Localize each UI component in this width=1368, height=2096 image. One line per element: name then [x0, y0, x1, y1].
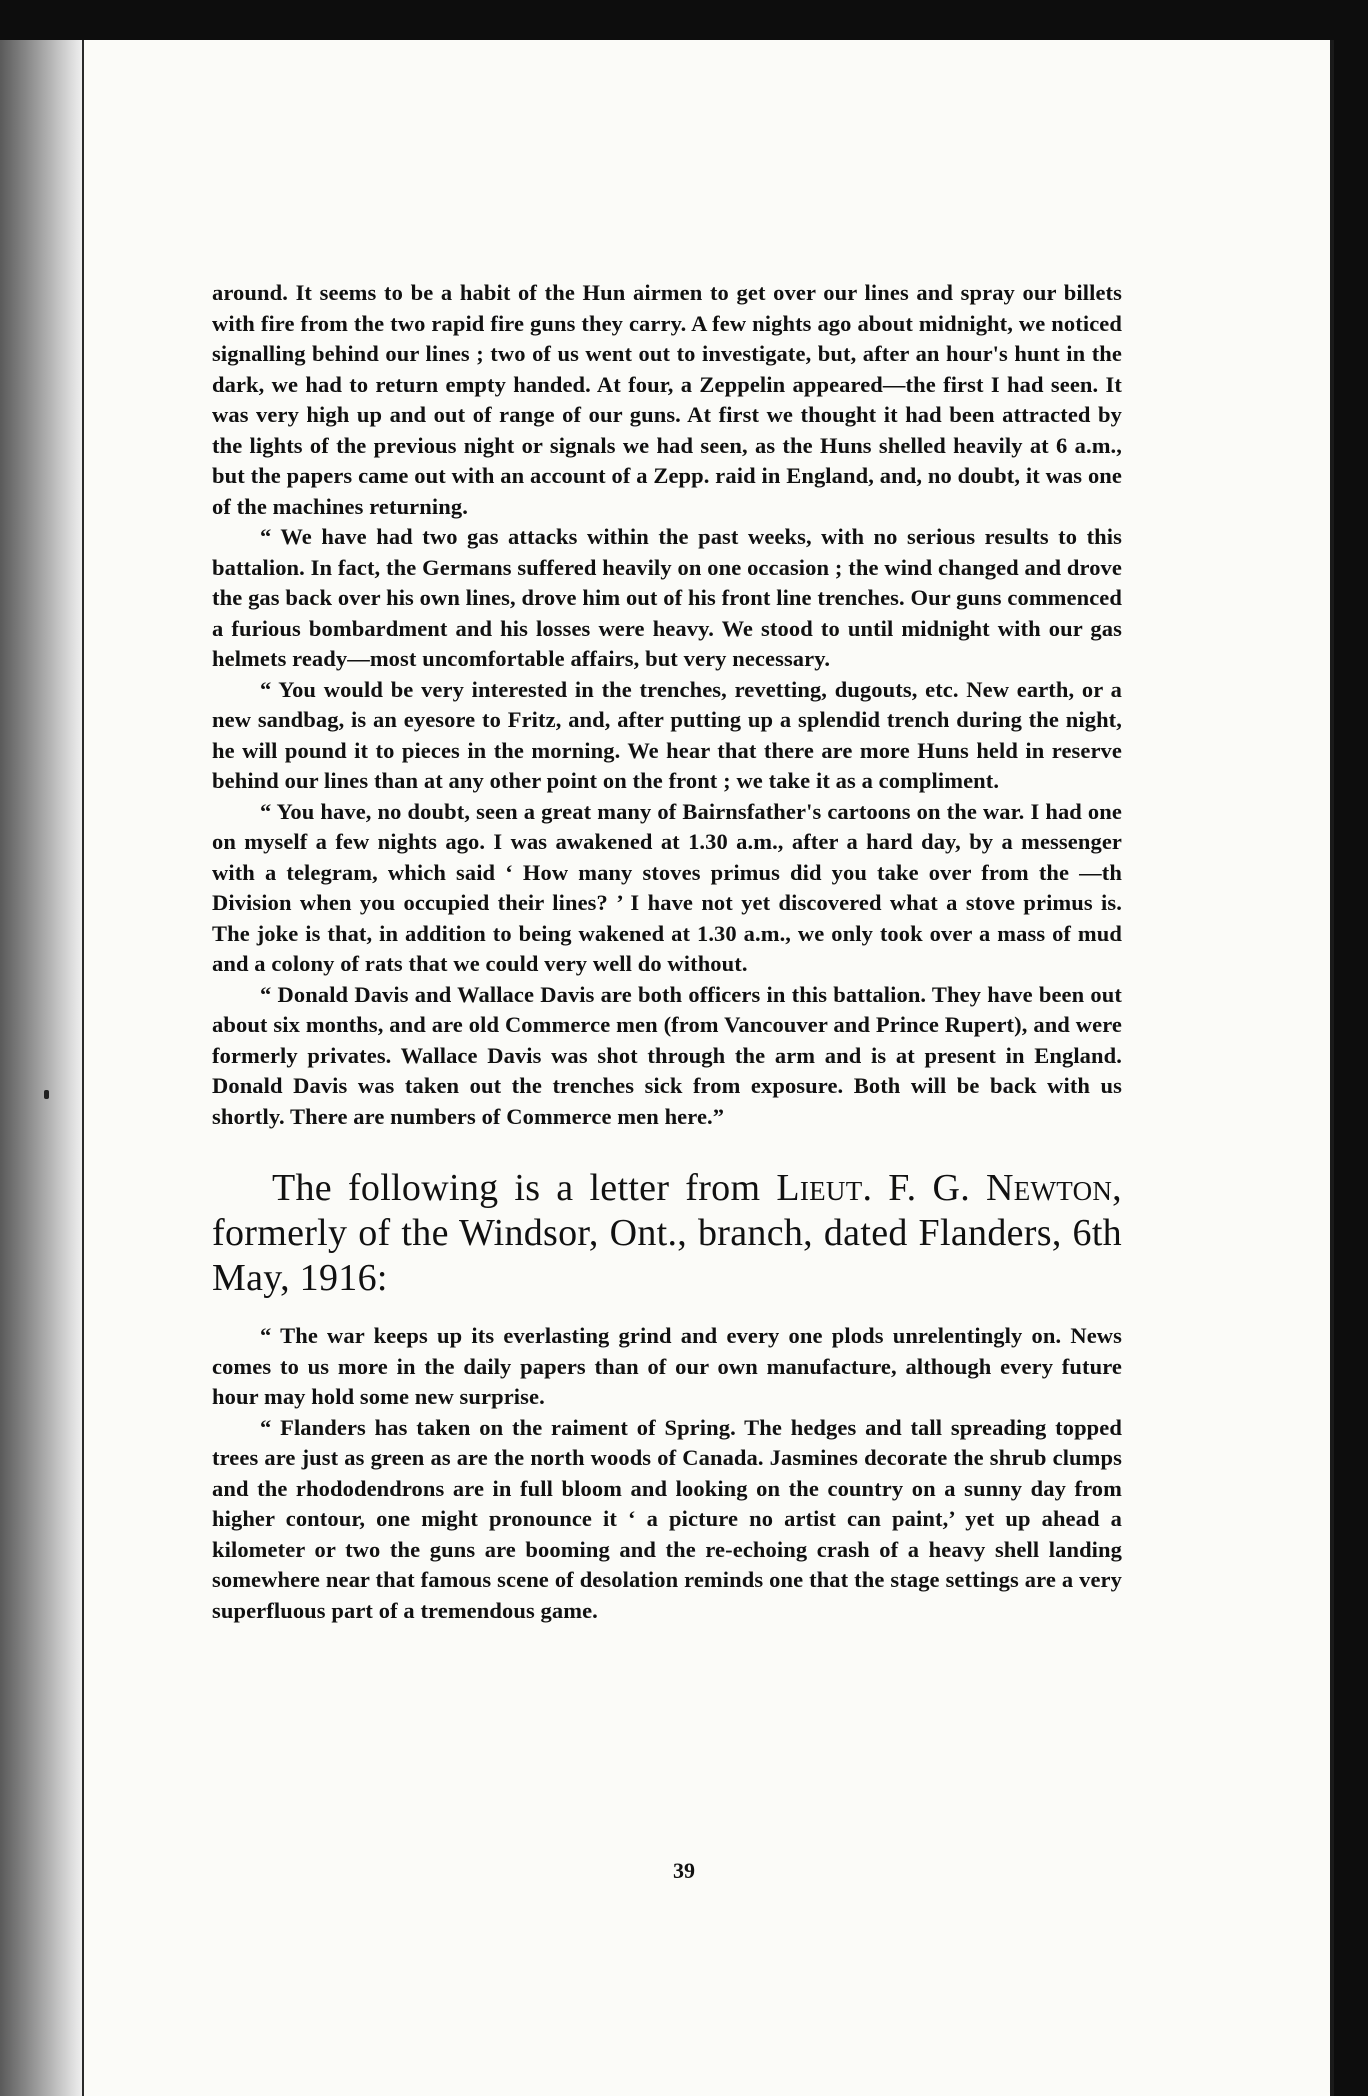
heading-suffix: formerly of the Windsor, Ont., branch, dated Flanders, 6th May, 1916: [212, 1212, 1122, 1299]
paragraph-gas-attacks: “ We have had two gas attacks within the past weeks, with no serious results to this battalion. In fact, the Germans suffered heavily on one occasion ; the wind changed and drove the gas back over his own lines, drove him out of his front line trenches. Our guns commenced a furious bombardment and his losses were heavy. We stood to until midnight with our gas helmets ready—most uncomfortable affairs, but very necessary. [212, 524, 1122, 671]
page-text [212, 278, 1122, 1626]
page-number: 39 [673, 1858, 695, 1883]
paragraph-trenches: “ You would be very interested in the trenches, revetting, dugouts, etc. New earth, or a new sandbag, is an eyesore to Fritz, and, after putting up a splendid trench during the night, he will pound it to pieces in the morning. We hear that there are more Huns held in reserve behind our lines than at any other point on the front ; we take it as a compliment. [212, 676, 1122, 793]
paragraph-continuation: around. It seems to be a habit of the Hun airmen to get over our lines and spray our billets with fire from the two rapid fire guns they carry. A few nights ago about midnight, we noticed signalling behind our lines ; two of us went out to investigate, but, after an hour's hunt in the dark, we had to return empty handed. At four, a Zeppelin appeared—the first I had seen. It was very high up and out of range of our guns. At first we thought it had been attracted by the lights of the previous night or signals we had seen, as the Huns shelled heavily at 6 a.m., but the papers came out with an account of a Zepp. raid in England, and, no doubt, it was one of the machines returning. [212, 280, 1122, 519]
paragraph-war-grind: “ The war keeps up its everlasting grind and every one plods unrelentingly on. News comes to us more in the daily papers than of our own manufacture, although every future hour may hold some new surprise. [212, 1323, 1122, 1409]
section-heading [212, 1166, 1122, 1301]
page-edge [1330, 40, 1334, 2096]
paragraph-flanders-spring: “ Flanders has taken on the raiment of Spring. The hedges and tall spreading topped trees are just as green as are the north woods of Canada. Jasmines decorate the shrub clumps and the rhododendrons are in full bloom and looking on the country on a sunny day from higher contour, one might pronounce it ‘ a picture no artist can paint,’ yet up ahead a kilometer or two the guns are booming and the re-echoing crash of a heavy shell landing somewhere near that famous scene of desolation reminds one that the stage settings are a very superfluous part of a tremendous game. [212, 1414, 1122, 1623]
heading-officer-name: Lieut. F. G. Newton, [776, 1167, 1122, 1209]
paragraph-cartoons: “ You have, no doubt, seen a great many of Bairnsfather's cartoons on the war. I had one on myself a few nights ago. I was awakened at 1.30 a.m., after a hard day, by a messenger with a telegram, which said ‘ How many stoves primus did you take over from the —th Division when you occupied their lines? ’ I have not yet discovered what a stove primus is. The joke is that, in addition to being wakened at 1.30 a.m., we only took over a mass of mud and a colony of rats that we could very well do without. [212, 798, 1122, 976]
heading-prefix: The following is a letter from [272, 1167, 777, 1209]
paragraph-davis-officers: “ Donald Davis and Wallace Davis are both officers in this battalion. They have been out about six months, and are old Commerce men (from Vancouver and Prince Rupert), and were formerly privates. Wallace Davis was shot through the arm and is at present in England. Donald Davis was taken out the trenches sick from exposure. Both will be back with us shortly. There are numbers of Commerce men here.” [212, 981, 1122, 1129]
scan-speck [44, 1090, 49, 1099]
book-binding-shadow [0, 40, 82, 2096]
